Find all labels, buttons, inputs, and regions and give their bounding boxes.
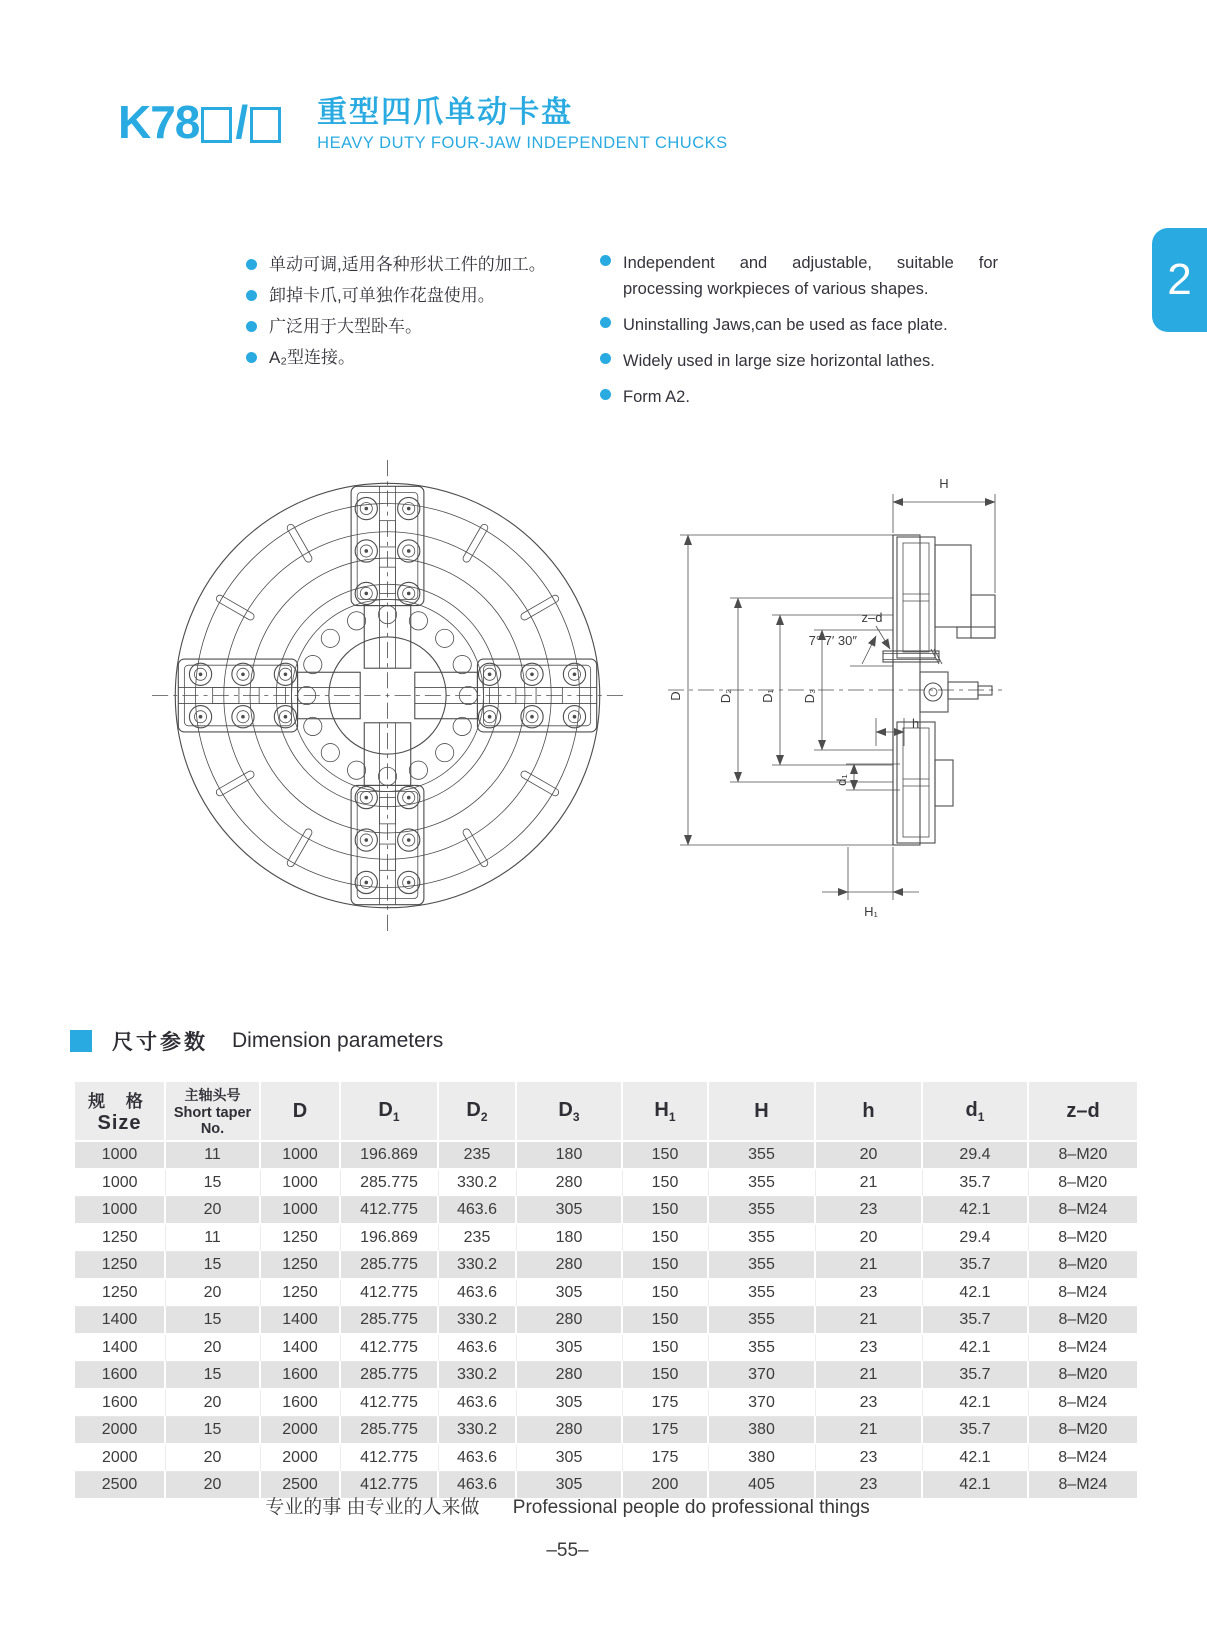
table-cell: 463.6 (438, 1389, 516, 1417)
table-cell: 8–M24 (1028, 1444, 1137, 1472)
table-cell: 1000 (260, 1197, 340, 1225)
feature-text: A₂型连接。 (269, 348, 355, 367)
table-cell: 23 (815, 1279, 922, 1307)
bullet-icon (600, 317, 611, 328)
table-row (75, 1444, 1137, 1472)
table-cell: 15 (165, 1362, 260, 1390)
table-cell: 412.775 (340, 1197, 438, 1225)
table-cell: 1400 (75, 1307, 165, 1335)
table-cell: 235 (438, 1141, 516, 1169)
column-header: $D_1$ (340, 1082, 438, 1141)
table-cell: 235 (438, 1224, 516, 1252)
table-row (75, 1141, 1137, 1169)
feature-text: Independent and adjustable, suitable for processing workpieces of various shapes. (623, 254, 998, 298)
table-cell: 1000 (260, 1169, 340, 1197)
table-cell: 330.2 (438, 1169, 516, 1197)
bullet-icon (600, 353, 611, 364)
table-cell: 355 (708, 1141, 815, 1169)
table-cell: 150 (622, 1362, 708, 1390)
table-cell: 175 (622, 1389, 708, 1417)
dimension-table-header-row (75, 1082, 1137, 1141)
table-cell: 412.775 (340, 1334, 438, 1362)
table-cell: 8–M20 (1028, 1362, 1137, 1390)
table-cell: 8–M20 (1028, 1141, 1137, 1169)
table-cell: 20 (815, 1224, 922, 1252)
table-cell: 8–M24 (1028, 1389, 1137, 1417)
table-cell: 305 (516, 1197, 622, 1225)
column-header: H (708, 1082, 815, 1141)
product-titles (317, 96, 727, 153)
table-cell: 20 (165, 1279, 260, 1307)
table-cell: 15 (165, 1169, 260, 1197)
table-cell: 330.2 (438, 1307, 516, 1335)
column-header: $d_1$ (922, 1082, 1028, 1141)
table-cell: 285.775 (340, 1417, 438, 1445)
feature-item (600, 348, 998, 374)
dimension-table (75, 1082, 1137, 1500)
table-cell: 355 (708, 1334, 815, 1362)
column-header: $H_1$ (622, 1082, 708, 1141)
table-cell: 280 (516, 1252, 622, 1280)
column-header: 主轴头号 Short taper No. (165, 1082, 260, 1141)
table-cell: 1600 (75, 1389, 165, 1417)
table-cell: 150 (622, 1252, 708, 1280)
table-cell: 1000 (260, 1141, 340, 1169)
bullet-icon (600, 389, 611, 400)
table-row (75, 1389, 1137, 1417)
table-cell: 330.2 (438, 1362, 516, 1390)
table-cell: 21 (815, 1252, 922, 1280)
table-cell: 405 (708, 1472, 815, 1500)
dimension-table-body (75, 1141, 1137, 1499)
table-cell: 1400 (260, 1334, 340, 1362)
table-cell: 35.7 (922, 1252, 1028, 1280)
table-cell: 1600 (75, 1362, 165, 1390)
table-cell: 21 (815, 1417, 922, 1445)
table-cell: 150 (622, 1224, 708, 1252)
table-cell: 1250 (260, 1224, 340, 1252)
table-cell: 180 (516, 1141, 622, 1169)
table-cell: 20 (165, 1444, 260, 1472)
table-cell: 1250 (75, 1252, 165, 1280)
table-cell: 8–M24 (1028, 1197, 1137, 1225)
dim-label-h: h (912, 716, 920, 731)
model-placeholder-box (201, 107, 232, 143)
table-cell: 15 (165, 1307, 260, 1335)
table-cell: 2500 (260, 1472, 340, 1500)
table-cell: 8–M20 (1028, 1417, 1137, 1445)
table-cell: 1000 (75, 1197, 165, 1225)
table-cell: 35.7 (922, 1307, 1028, 1335)
dim-label-D2: D₂ (718, 688, 733, 704)
footer-slogan (0, 1492, 1135, 1519)
table-cell: 150 (622, 1141, 708, 1169)
table-cell: 1000 (75, 1169, 165, 1197)
table-cell: 175 (622, 1444, 708, 1472)
table-cell: 8–M20 (1028, 1252, 1137, 1280)
table-cell: 20 (165, 1334, 260, 1362)
chuck-front-view-drawing (150, 458, 625, 933)
table-cell: 280 (516, 1307, 622, 1335)
dim-label-angle: 7° 7′ 30″ (808, 633, 857, 648)
footer-slogan-zh: 专业的事 由专业的人来做 (265, 1497, 480, 1518)
table-cell: 42.1 (922, 1279, 1028, 1307)
column-header: h (815, 1082, 922, 1141)
table-cell: 1250 (260, 1252, 340, 1280)
feature-item (246, 254, 586, 275)
table-cell: 150 (622, 1307, 708, 1335)
table-cell: 330.2 (438, 1417, 516, 1445)
table-cell: 8–M20 (1028, 1307, 1137, 1335)
table-cell: 412.775 (340, 1472, 438, 1500)
table-cell: 8–M24 (1028, 1334, 1137, 1362)
table-cell: 355 (708, 1197, 815, 1225)
table-cell: 355 (708, 1307, 815, 1335)
table-row (75, 1252, 1137, 1280)
table-cell: 330.2 (438, 1252, 516, 1280)
feature-list-en (600, 250, 998, 420)
table-cell: 23 (815, 1334, 922, 1362)
table-cell: 35.7 (922, 1417, 1028, 1445)
table-cell: 285.775 (340, 1307, 438, 1335)
table-cell: 42.1 (922, 1389, 1028, 1417)
table-cell: 370 (708, 1389, 815, 1417)
dim-label-D: D (668, 691, 683, 701)
model-prefix: K78 (118, 96, 200, 148)
feature-text: 卸掉卡爪,可单独作花盘使用。 (269, 286, 495, 305)
feature-item (600, 250, 998, 302)
section-marker-icon (70, 1030, 92, 1052)
table-cell: 20 (165, 1197, 260, 1225)
feature-text: 单动可调,适用各种形状工件的加工。 (269, 255, 546, 274)
table-cell: 1400 (75, 1334, 165, 1362)
table-cell: 11 (165, 1141, 260, 1169)
table-cell: 21 (815, 1169, 922, 1197)
table-row (75, 1334, 1137, 1362)
table-cell: 1600 (260, 1362, 340, 1390)
table-cell: 380 (708, 1417, 815, 1445)
table-cell: 150 (622, 1197, 708, 1225)
table-cell: 20 (815, 1141, 922, 1169)
table-cell: 2000 (75, 1417, 165, 1445)
section-title-en: Dimension parameters (232, 1029, 444, 1052)
table-cell: 305 (516, 1389, 622, 1417)
dim-label-zd: z–d (861, 610, 883, 625)
model-placeholder-box (250, 107, 281, 143)
table-cell: 280 (516, 1417, 622, 1445)
feature-text: Form A2. (623, 388, 690, 406)
table-cell: 463.6 (438, 1279, 516, 1307)
table-cell: 2000 (260, 1417, 340, 1445)
dim-label-H: H (939, 476, 949, 491)
table-cell: 200 (622, 1472, 708, 1500)
table-cell: 305 (516, 1444, 622, 1472)
table-cell: 412.775 (340, 1444, 438, 1472)
table-cell: 180 (516, 1224, 622, 1252)
table-cell: 150 (622, 1334, 708, 1362)
bullet-icon (246, 321, 257, 332)
section-title-zh: 尺寸参数 (112, 1031, 208, 1054)
table-row (75, 1417, 1137, 1445)
table-cell: 285.775 (340, 1362, 438, 1390)
dim-label-H1: H₁ (864, 904, 878, 919)
table-cell: 150 (622, 1169, 708, 1197)
table-row (75, 1279, 1137, 1307)
table-cell: 23 (815, 1472, 922, 1500)
table-cell: 35.7 (922, 1362, 1028, 1390)
table-cell: 2000 (75, 1444, 165, 1472)
table-cell: 1250 (260, 1279, 340, 1307)
table-cell: 8–M24 (1028, 1279, 1137, 1307)
table-cell: 15 (165, 1417, 260, 1445)
table-cell: 35.7 (922, 1169, 1028, 1197)
table-row (75, 1307, 1137, 1335)
dim-label-d1: d₁ (834, 774, 849, 786)
table-cell: 280 (516, 1169, 622, 1197)
feature-item (246, 285, 586, 306)
table-cell: 23 (815, 1444, 922, 1472)
feature-item (246, 316, 586, 337)
table-cell: 21 (815, 1362, 922, 1390)
table-row (75, 1197, 1137, 1225)
section-header (70, 1026, 443, 1056)
chapter-tab: 2 (1152, 228, 1207, 332)
table-cell: 355 (708, 1279, 815, 1307)
table-cell: 370 (708, 1362, 815, 1390)
table-cell: 23 (815, 1197, 922, 1225)
product-title-zh: 重型四爪单动卡盘 (317, 96, 574, 129)
footer-slogan-en: Professional people do professional things (512, 1497, 870, 1518)
table-cell: 23 (815, 1389, 922, 1417)
feature-text: Uninstalling Jaws,can be used as face plate. (623, 316, 948, 334)
table-cell: 2500 (75, 1472, 165, 1500)
dim-label-D1: D₁ (760, 689, 775, 703)
table-row (75, 1224, 1137, 1252)
table-cell: 355 (708, 1252, 815, 1280)
table-cell: 305 (516, 1279, 622, 1307)
table-cell: 42.1 (922, 1197, 1028, 1225)
feature-text: Widely used in large size horizontal lathes. (623, 352, 935, 370)
table-cell: 8–M20 (1028, 1224, 1137, 1252)
table-cell: 463.6 (438, 1197, 516, 1225)
table-cell: 15 (165, 1252, 260, 1280)
table-cell: 380 (708, 1444, 815, 1472)
table-row (75, 1362, 1137, 1390)
feature-list-zh (246, 254, 586, 378)
table-cell: 150 (622, 1279, 708, 1307)
table-cell: 175 (622, 1417, 708, 1445)
table-row (75, 1169, 1137, 1197)
brand-header (118, 96, 728, 153)
table-cell: 42.1 (922, 1334, 1028, 1362)
feature-item (246, 347, 586, 368)
table-cell: 196.869 (340, 1141, 438, 1169)
product-title-en: HEAVY DUTY FOUR-JAW INDEPENDENT CHUCKS (317, 134, 728, 152)
column-header: z–d (1028, 1082, 1137, 1141)
column-header: D (260, 1082, 340, 1141)
column-header: $D_2$ (438, 1082, 516, 1141)
table-cell: 1250 (75, 1224, 165, 1252)
model-separator: / (235, 96, 248, 148)
table-cell: 29.4 (922, 1224, 1028, 1252)
dim-label-D3: D₃ (802, 688, 817, 704)
table-cell: 11 (165, 1224, 260, 1252)
table-cell: 1000 (75, 1141, 165, 1169)
table-cell: 463.6 (438, 1444, 516, 1472)
table-cell: 42.1 (922, 1444, 1028, 1472)
table-cell: 42.1 (922, 1472, 1028, 1500)
table-cell: 1400 (260, 1307, 340, 1335)
table-cell: 463.6 (438, 1472, 516, 1500)
feature-text: 广泛用于大型卧车。 (269, 317, 422, 336)
table-cell: 355 (708, 1169, 815, 1197)
table-cell: 355 (708, 1224, 815, 1252)
bullet-icon (600, 255, 611, 266)
table-cell: 8–M20 (1028, 1169, 1137, 1197)
table-cell: 2000 (260, 1444, 340, 1472)
bullet-icon (246, 352, 257, 363)
page-number: –55– (546, 1540, 589, 1561)
table-cell: 196.869 (340, 1224, 438, 1252)
chuck-side-view-drawing (650, 430, 1010, 930)
table-cell: 8–M24 (1028, 1472, 1137, 1500)
table-cell: 29.4 (922, 1141, 1028, 1169)
feature-item (600, 312, 998, 338)
table-cell: 1600 (260, 1389, 340, 1417)
table-cell: 305 (516, 1472, 622, 1500)
table-cell: 20 (165, 1472, 260, 1500)
model-code (118, 96, 283, 148)
feature-item (600, 384, 998, 410)
table-cell: 20 (165, 1389, 260, 1417)
table-cell: 285.775 (340, 1169, 438, 1197)
table-cell: 412.775 (340, 1389, 438, 1417)
column-header: 规 格 Size (75, 1082, 165, 1141)
bullet-icon (246, 259, 257, 270)
table-cell: 412.775 (340, 1279, 438, 1307)
table-cell: 285.775 (340, 1252, 438, 1280)
table-cell: 1250 (75, 1279, 165, 1307)
table-cell: 305 (516, 1334, 622, 1362)
column-header: $D_3$ (516, 1082, 622, 1141)
table-cell: 463.6 (438, 1334, 516, 1362)
bullet-icon (246, 290, 257, 301)
table-cell: 280 (516, 1362, 622, 1390)
table-cell: 21 (815, 1307, 922, 1335)
